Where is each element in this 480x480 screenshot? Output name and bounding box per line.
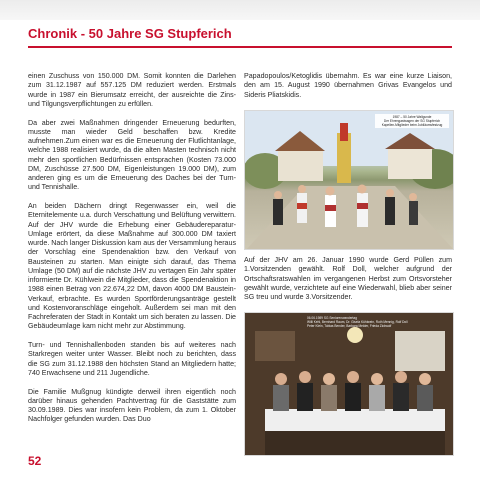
right-column-top <box>244 72 452 109</box>
group-dinner-photo <box>244 312 454 456</box>
caption-line: Willi Kehl, Bernhard Raum, Dr. Gisela Kühlwein, Ruth Mennig, Rolf Doll <box>307 320 408 324</box>
page-number: 52 <box>28 454 42 468</box>
caption-line: Peter Klein, Tobias Bender, Barbara Melder, Frieda Zickwolf <box>307 324 392 328</box>
photo-caption <box>375 114 449 128</box>
parade-photo-scene <box>245 111 454 250</box>
caption-line: Der Ehrengastwagen der SG Stupferich <box>383 119 441 123</box>
paragraph: Turn- und Tennishallenboden standen bis auf weiteres nach Starkregen weiter unter Wasser. Bleibt noch zu berichten, dass die SG zum 31.12.1988 den höchsten Stand an Mitgliedern hatte; 740 Erwachsene und 211 Jugendliche. <box>28 341 236 377</box>
paragraph: einen Zuschuss von 150.000 DM. Somit konnten die Darlehen zum 31.12.1987 auf 557.125 DM reduziert werden. Erstmals wurde in 1987 ein Bierumsatz erreicht, der ausreichte die Zins- und Tilgungsverpflichtungen zu erfüllen. <box>28 72 236 108</box>
paragraph: Auf der JHV am 26. Januar 1990 wurde Gerd Püllen zum 1.Vorsitzenden gewählt. Rolf Doll, welcher aufgrund der Ortschaftsratswahlen im vergangenen Herbst zum Ortsvorsteher gewählt wurde, verzichtete auf eine Wiederwahl, blieb aber seiner SG treu und wurde 3.Vorsitzender. <box>244 256 452 301</box>
title-rule <box>28 46 452 48</box>
caption-line: Kapellen-Mitglieder beim Jubiläumsfestzug <box>381 123 443 127</box>
group-dinner-photo-scene <box>245 313 454 456</box>
parade-photo <box>244 110 454 250</box>
caption-line: 06.06.1989 SG Seniorenwandertag <box>307 316 357 320</box>
page-title: Chronik - 50 Jahre SG Stupferich <box>28 26 232 41</box>
paragraph: Papadopoulos/Ketoglidis übernahm. Es war eine kurze Liaison, den am 15. August 1990 übernahmen Grivas Evangelos und Sideris Pliatskidis. <box>244 72 452 99</box>
left-column <box>28 72 236 434</box>
paragraph: Die Familie Mußgnug kündigte derweil ihren eigentlich noch darüber hinaus gehenden Pachtvertrag für die Gaststätte zum 30.09.1989. Dies war insofern kein Problem, da zum 1. Oktober Nachfolger gefunden wurden. Das Duo <box>28 387 236 424</box>
paragraph: An beiden Dächern dringt Regenwasser ein, weil die Eternitelemente u.a. durch Verschattung und Belüftung verwittern. Auf der JHV wurde die Erhebung einer Gebäudereparatur-Umlage erörtert, da diese Maßnahme auf 300.000 DM taxiert wurde. Nach langer Diskussion kam aus der Versammlung heraus der Vorschlag eine Spendenaktion bzw. den Verkauf von Bausteinen zu starten. Man einigte sich darauf, das Thema Umlage (50 DM) auf die nächste JHV zu vertagen Ein Jahr später informierte Dr. Kühlwein die Mitglieder, dass die Spendenaktion in 1988 einen Betrag von 22.674,22 DM, davon 4000 DM Baustein-Verkauf, erbrachte. Es wurden Sportförderungsanträge gestellt und Kostenvoranschläge eingeholt. Außerdem sei man mit den Fachreferaten der Stadt in Kontakt um sich beraten zu lassen. Die Gebäudeumlage kam nicht mehr zur Abstimmung. <box>28 202 236 331</box>
header-bar <box>0 0 480 20</box>
caption-line: 1987 – 50 Jahre Wallgunde <box>392 115 432 119</box>
right-column-middle <box>244 256 452 312</box>
paragraph: Da aber zwei Maßnahmen dringender Erneuerung bedurften, musste man wieder Geld beschaffen bzw. Kredite aufnehmen.Zum einen war es die Erneuerung der Flutlichtanlage, welche 1988 realisiert wurde, da die alten Masten technisch nicht mehr den sportlichen Bedürfnissen entsprachen (Kosten 73.000 DM, Zuschüsse 27.500 DM, Eigenleistungen 19.000 DM), zum anderen ging es um die Erneuerung des Daches bei der Turn- und Tennishalle. <box>28 118 236 192</box>
photo-caption <box>305 315 449 329</box>
